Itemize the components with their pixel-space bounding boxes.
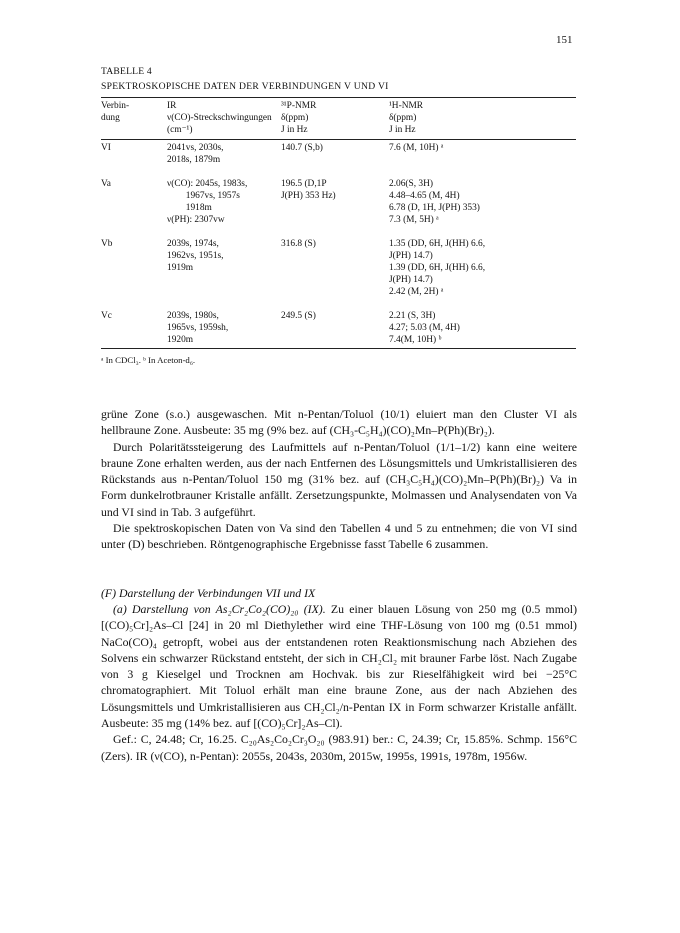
table-row xyxy=(101,176,576,236)
body-text-upper xyxy=(101,406,577,764)
row-compound: VI xyxy=(101,143,111,153)
paragraph: Gef.: C, 24.48; Cr, 16.25. C₂₀As₂Co₂Cr₃O₂₀ (983.91) ber.: C, 24.39; Cr, 15.85%. Schmp. 156°C (Zers). IR (ν(CO), n-Pentan): 2055s, 2043s, 2030m, 2015w, 1995s, 1991s, 1978m, 1956w. xyxy=(101,732,577,763)
header-p-nmr: ³¹P-NMR δ(ppm) J in Hz xyxy=(281,101,317,135)
section-heading: (F) Darstellung der Verbindungen VII und IX xyxy=(101,585,316,600)
paragraph: grüne Zone (s.o.) ausgewaschen. Mit n-Pentan/Toluol (10/1) eluiert man den Cluster VI als hellbraune Zone. Ausbeute: 35 mg (9% bez. auf (CH₃-C₅H₄)(CO)₂Mn–P(Ph)(Br)₂). xyxy=(101,407,577,438)
row-p-nmr: 316.8 (S) xyxy=(281,239,316,249)
row-p-nmr: 196.5 (D,1P J(PH) 353 Hz) xyxy=(281,179,336,201)
header-h-nmr: ¹H-NMR δ(ppm) J in Hz xyxy=(389,101,424,135)
spectroscopy-table-block xyxy=(101,66,576,366)
row-ir: 2039s, 1980s, 1965vs, 1959sh, 1920m xyxy=(167,311,229,345)
row-compound: Vb xyxy=(101,239,113,249)
row-ir: ν(CO): 2045s, 1983s, 1967vs, 1957s 1918m ν(PH): 2307vw xyxy=(167,179,248,225)
row-h-nmr: 7.6 (M, 10H) ᵃ xyxy=(389,143,444,153)
row-p-nmr: 249.5 (S) xyxy=(281,311,316,321)
header-ir: IR ν(CO)-Streckschwingungen (cm⁻¹) xyxy=(167,101,272,135)
row-compound: Va xyxy=(101,179,111,189)
table-label: TABELLE 4 xyxy=(101,66,152,77)
header-compound: Verbin- dung xyxy=(101,101,130,123)
row-compound: Vc xyxy=(101,311,112,321)
row-h-nmr: 2.21 (S, 3H) 4.27; 5.03 (M, 4H) 7.4(M, 10H) ᵇ xyxy=(389,311,460,345)
paragraph xyxy=(101,601,577,731)
row-ir: 2039s, 1974s, 1962vs, 1951s, 1919m xyxy=(167,239,224,273)
row-h-nmr: 1.35 (DD, 6H, J(HH) 6.6, J(PH) 14.7) 1.39 (DD, 6H, J(HH) 6.6, J(PH) 14.7) 2.42 (M, 2H) ᵃ xyxy=(389,239,486,297)
paragraph: Die spektroskopischen Daten von Va sind den Tabellen 4 und 5 zu entnehmen; die von VI sind unter (D) beschrieben. Röntgenographische Ergebnisse fasst Tabelle 6 zusammen. xyxy=(101,521,577,552)
spectroscopy-table xyxy=(101,98,576,356)
row-ir: 2041vs, 2030s, 2018s, 1879m xyxy=(167,143,224,165)
table-row xyxy=(101,140,576,176)
row-h-nmr: 2.06(S, 3H) 4.48–4.65 (M, 4H) 6.78 (D, 1H, J(PH) 353) 7.3 (M, 5H) ᵃ xyxy=(389,179,480,225)
page-number: 151 xyxy=(556,34,573,46)
sub-heading: (a) Darstellung von As₂Cr₂Co₂(CO)₂₀ (IX). xyxy=(113,601,326,616)
table-title: SPEKTROSKOPISCHE DATEN DER VERBINDUNGEN V UND VI xyxy=(101,81,389,92)
row-p-nmr: 140.7 (S,b) xyxy=(281,143,323,153)
table-bottom-rule xyxy=(101,348,576,349)
paragraph: Durch Polaritätssteigerung des Laufmittels auf n-Pentan/Toluol (1/1–1/2) kann eine weitere braune Zone erhalten werden, aus der nach Entfernen des Lösungsmittels und Umkristallisieren des Rückstands aus n-Pentan/Toluol 150 mg (31% bez. auf (CH₃C₅H₄)(CO)₂Mn–P(Ph)(Br)₂) Va in Form dunkelrotbrauner Kristalle anfällt. Zersetzungspunkte, Molmassen und Analysendaten von Va und VI sind in Tab. 3 aufgeführt. xyxy=(101,439,577,519)
paragraph-text: Zu einer blauen Lösung von 250 mg (0.5 mmol) [(CO)₅Cr]₂As–Cl [24] in 20 ml Diethylether wird eine THF-Lösung von 100 mg (0.51 mmol) NaCo(CO)₄ getropft, wobei aus der entstandenen roten Reaktionsmischung nach Abziehen des Solvens ein schwarzer Rückstand entsteht, der sich in CH₂Cl₂ mit brauner Farbe löst. Nach Zugabe von 3 g Kieselgel und Trocknen am Hochvak. bis zur Rieselfähigkeit wird bei −25°C chromatographiert. Mit Toluol erhält man eine braune Zone, aus der nach Abziehen des Lösungsmittels und Umkristallisieren aus CH₂Cl₂/n-Pentan IX in Form schwarzer Kristalle anfällt. Ausbeute: 35 mg (14% bez. auf [(CO)₅Cr]₂As–Cl). xyxy=(101,601,578,731)
table-footnote: ᵃ In CDCl₃. ᵇ In Aceton-d₆. xyxy=(101,355,196,365)
table-header-row xyxy=(101,98,576,139)
table-row xyxy=(101,236,576,308)
